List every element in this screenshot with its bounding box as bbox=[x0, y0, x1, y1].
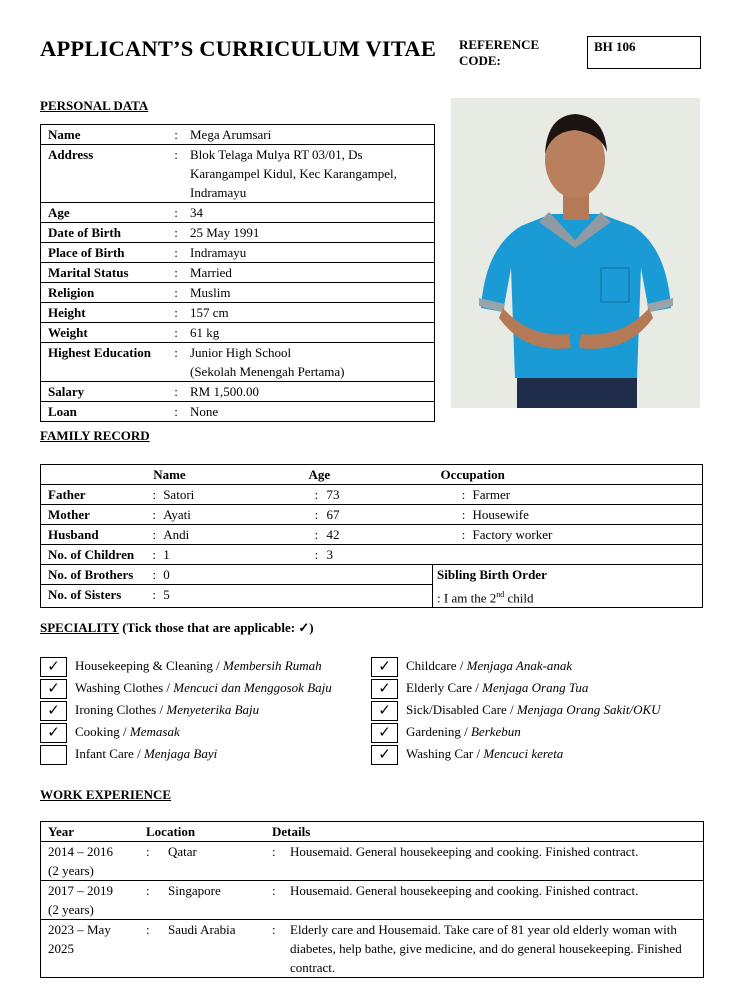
family-relation: Mother bbox=[41, 505, 146, 525]
speciality-checkbox[interactable]: ✓ bbox=[40, 701, 67, 721]
personal-value: Muslim bbox=[186, 283, 435, 303]
work-year: 2014 – 2016 (2 years) bbox=[41, 842, 147, 881]
education-sub: (Sekolah Menengah Pertama) bbox=[190, 364, 345, 379]
family-relation: Father bbox=[41, 485, 146, 505]
family-member-age: 73 bbox=[326, 487, 340, 502]
work-details: : Elderly care and Housemaid. Take care of 81 year old elderly woman with diabetes, help bathe, give medicine, and do general housekeeping. Finished contract. bbox=[272, 920, 704, 978]
speciality-label: Washing Car / Mencuci kereta bbox=[406, 746, 564, 761]
personal-value: 34 bbox=[186, 203, 435, 223]
family-record-heading: FAMILY RECORD bbox=[40, 428, 150, 443]
personal-value: None bbox=[186, 402, 435, 422]
work-header-details: Details bbox=[272, 822, 704, 842]
page-title: APPLICANT’S CURRICULUM VITAE bbox=[40, 36, 437, 61]
personal-colon: : bbox=[166, 402, 186, 422]
speciality-checkbox[interactable]: ✓ bbox=[371, 657, 398, 677]
personal-colon: : bbox=[166, 323, 186, 343]
sibling-order-label: Sibling Birth Order bbox=[433, 565, 703, 585]
personal-colon: : bbox=[166, 263, 186, 283]
personal-value: Mega Arumsari bbox=[186, 125, 435, 145]
sisters-label: No. of Sisters bbox=[41, 585, 146, 608]
family-row-sisters: No. of Sisters : 5 : I am the 2nd child bbox=[41, 585, 703, 608]
family-member-name: Satori bbox=[163, 487, 195, 502]
personal-value: 25 May 1991 bbox=[186, 223, 435, 243]
personal-label: Highest Education bbox=[41, 343, 167, 382]
personal-colon: : bbox=[166, 223, 186, 243]
family-row-mother: Mother : Ayati : 67 : Housewife bbox=[41, 505, 703, 525]
reference-code-box bbox=[587, 36, 701, 69]
personal-value: 61 kg bbox=[186, 323, 435, 343]
personal-colon: : bbox=[166, 343, 186, 382]
speciality-label: Childcare / Menjaga Anak-anak bbox=[406, 658, 573, 673]
work-header-year: Year bbox=[41, 822, 147, 842]
work-location: : Saudi Arabia bbox=[146, 920, 272, 978]
speciality-checkbox[interactable]: ✓ bbox=[371, 745, 398, 765]
personal-colon: : bbox=[166, 243, 186, 263]
personal-label: Salary bbox=[41, 382, 167, 402]
personal-colon: : bbox=[166, 125, 186, 145]
speciality-checkbox[interactable]: ✓ bbox=[40, 679, 67, 699]
brothers-label: No. of Brothers bbox=[41, 565, 146, 585]
speciality-label: Gardening / Berkebun bbox=[406, 724, 521, 739]
applicant-photo-image bbox=[451, 98, 700, 408]
speciality-label: Housekeeping & Cleaning / Membersih Rumah bbox=[75, 658, 322, 673]
personal-value: Indramayu bbox=[186, 243, 435, 263]
family-header-name: Name bbox=[145, 465, 308, 485]
family-relation: Husband bbox=[41, 525, 146, 545]
work-location: : Qatar bbox=[146, 842, 272, 881]
personal-label: Date of Birth bbox=[41, 223, 167, 243]
personal-label: Address bbox=[41, 145, 167, 203]
personal-value: Married bbox=[186, 263, 435, 283]
personal-colon: : bbox=[166, 283, 186, 303]
personal-row bbox=[41, 343, 435, 382]
personal-row bbox=[41, 303, 435, 323]
speciality-checkbox[interactable]: ✓ bbox=[40, 657, 67, 677]
work-year: 2017 – 2019 (2 years) bbox=[41, 881, 147, 920]
personal-data-heading: PERSONAL DATA bbox=[40, 98, 149, 113]
speciality-label: Elderly Care / Menjaga Orang Tua bbox=[406, 680, 589, 695]
work-details: : Housemaid. General housekeeping and cooking. Finished contract. bbox=[272, 842, 704, 881]
speciality-label: Cooking / Memasak bbox=[75, 724, 180, 739]
speciality-label: Infant Care / Menjaga Bayi bbox=[75, 746, 218, 761]
personal-label: Loan bbox=[41, 402, 167, 422]
speciality-heading: SPECIALITY bbox=[40, 620, 119, 635]
personal-label: Marital Status bbox=[41, 263, 167, 283]
personal-row bbox=[41, 203, 435, 223]
personal-row bbox=[41, 402, 435, 422]
children-label: No. of Children bbox=[41, 545, 146, 565]
personal-value: 157 cm bbox=[186, 303, 435, 323]
family-member-name: Andi bbox=[163, 527, 190, 542]
brothers-count: 0 bbox=[163, 567, 170, 582]
children-age: 3 bbox=[326, 547, 333, 562]
family-row-husband: Husband : Andi : 42 : Factory worker bbox=[41, 525, 703, 545]
personal-row bbox=[41, 223, 435, 243]
work-row bbox=[41, 920, 704, 978]
speciality-checkbox[interactable] bbox=[40, 745, 67, 765]
work-experience-heading: WORK EXPERIENCE bbox=[40, 787, 172, 802]
reference-code-value: BH 106 bbox=[594, 39, 636, 54]
personal-label: Height bbox=[41, 303, 167, 323]
personal-row bbox=[41, 145, 435, 203]
family-row-children: No. of Children : 1 : 3 bbox=[41, 545, 703, 565]
work-experience-table bbox=[40, 821, 704, 978]
speciality-label: Sick/Disabled Care / Menjaga Orang Sakit/OKU bbox=[406, 702, 661, 717]
speciality-heading-line bbox=[40, 620, 314, 636]
personal-colon: : bbox=[166, 203, 186, 223]
family-row-brothers: No. of Brothers : 0 Sibling Birth Order bbox=[41, 565, 703, 585]
sibling-order-value: : I am the 2nd child bbox=[433, 585, 703, 608]
family-member-name: Ayati bbox=[163, 507, 191, 522]
family-member-age: 42 bbox=[326, 527, 340, 542]
reference-code-label: REFERENCE CODE: bbox=[459, 37, 540, 68]
personal-row bbox=[41, 263, 435, 283]
work-row bbox=[41, 842, 704, 881]
personal-label: Place of Birth bbox=[41, 243, 167, 263]
personal-row bbox=[41, 283, 435, 303]
personal-row bbox=[41, 323, 435, 343]
speciality-checkbox[interactable]: ✓ bbox=[371, 701, 398, 721]
personal-label: Religion bbox=[41, 283, 167, 303]
personal-row bbox=[41, 125, 435, 145]
speciality-checkbox[interactable]: ✓ bbox=[371, 679, 398, 699]
personal-row bbox=[41, 382, 435, 402]
personal-colon: : bbox=[166, 303, 186, 323]
personal-value: Junior High School (Sekolah Menengah Pertama) bbox=[186, 343, 435, 382]
personal-value: Blok Telaga Mulya RT 03/01, Ds Karangampel Kidul, Kec Karangampel, Indramayu bbox=[186, 145, 435, 203]
work-row bbox=[41, 881, 704, 920]
sisters-count: 5 bbox=[163, 587, 170, 602]
personal-data-table bbox=[40, 124, 435, 422]
work-details: : Housemaid. General housekeeping and cooking. Finished contract. bbox=[272, 881, 704, 920]
personal-label: Age bbox=[41, 203, 167, 223]
applicant-photo bbox=[451, 98, 700, 408]
family-member-occupation: Factory worker bbox=[472, 527, 553, 542]
family-record-table bbox=[40, 464, 703, 608]
work-year: 2023 – May 2025 bbox=[41, 920, 147, 978]
family-row-father: Father : Satori : 73 : Farmer bbox=[41, 485, 703, 505]
speciality-checkbox[interactable]: ✓ bbox=[40, 723, 67, 743]
family-header-age: Age bbox=[308, 465, 432, 485]
family-header-occupation: Occupation bbox=[433, 465, 703, 485]
children-count: 1 bbox=[163, 547, 170, 562]
personal-label: Name bbox=[41, 125, 167, 145]
personal-row bbox=[41, 243, 435, 263]
work-location: : Singapore bbox=[146, 881, 272, 920]
speciality-label: Ironing Clothes / Menyeterika Baju bbox=[75, 702, 260, 717]
family-member-age: 67 bbox=[326, 507, 340, 522]
speciality-label: Washing Clothes / Mencuci dan Menggosok Baju bbox=[75, 680, 332, 695]
speciality-instruction: (Tick those that are applicable: ✓) bbox=[118, 620, 314, 635]
personal-label: Weight bbox=[41, 323, 167, 343]
personal-value: RM 1,500.00 bbox=[186, 382, 435, 402]
family-member-occupation: Housewife bbox=[472, 507, 529, 522]
work-header-location: Location bbox=[146, 822, 272, 842]
family-member-occupation: Farmer bbox=[472, 487, 511, 502]
speciality-checkbox[interactable]: ✓ bbox=[371, 723, 398, 743]
personal-colon: : bbox=[166, 382, 186, 402]
personal-colon: : bbox=[166, 145, 186, 203]
